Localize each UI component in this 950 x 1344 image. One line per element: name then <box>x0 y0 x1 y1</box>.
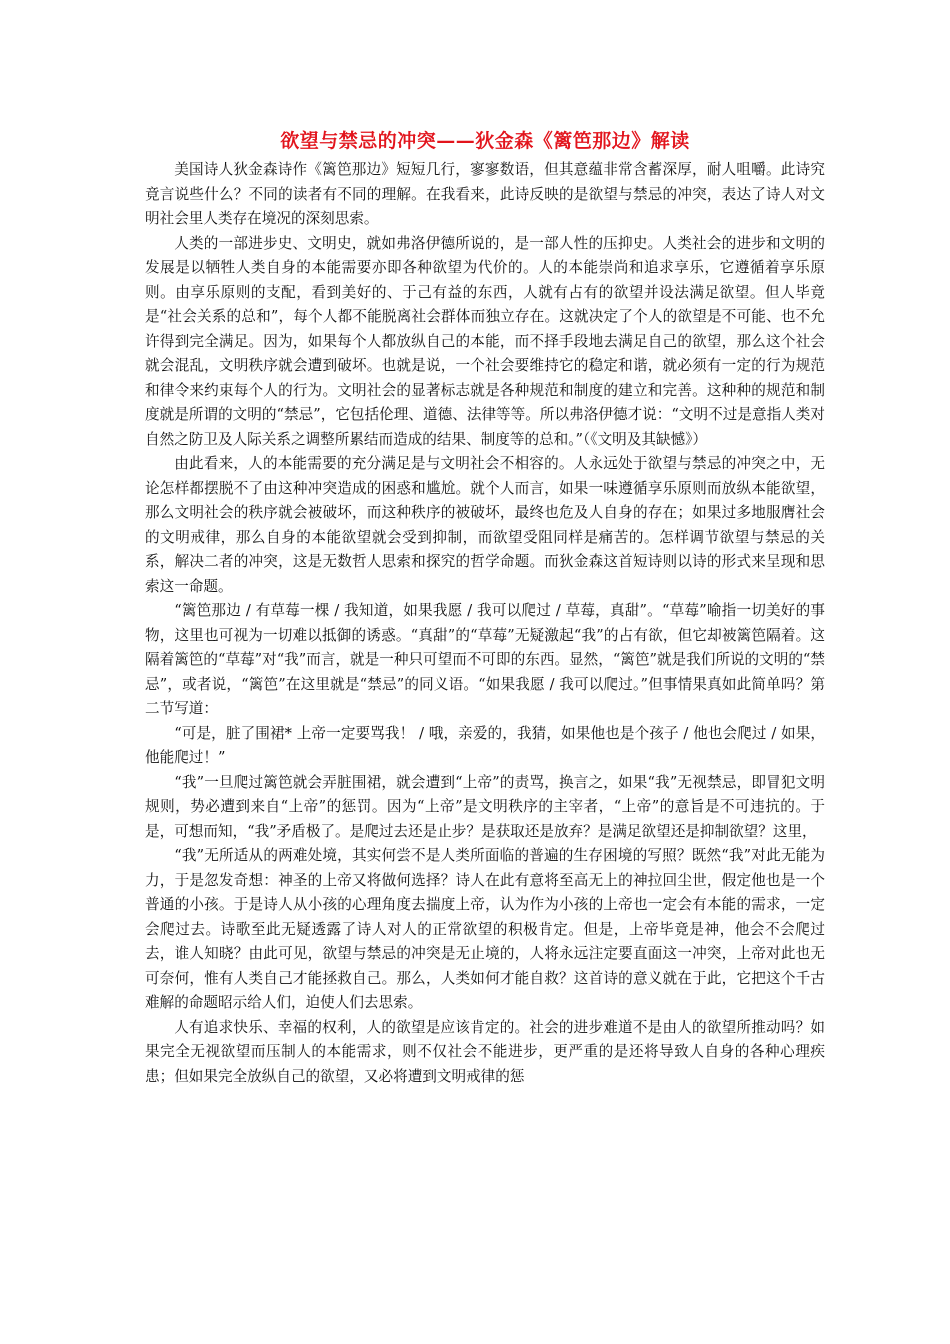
paragraph-quote: “可是，脏了围裙* 上帝一定要骂我！ / 哦，亲爱的，我猜，如果他也是个孩子 / 他也会爬过 / 如果，他能爬过！” <box>145 724 825 766</box>
paragraph-conclusion: 人有追求快乐、幸福的权利，人的欲望是应该肯定的。社会的进步难道不是由人的欲望所推动吗？如果完全无视欲望而压制人的本能需求，则不仅社会不能进步，更严重的是还将导致人自身的各种心理疾患；但如果完全放纵自己的欲望，又必将遭到文明戒律的惩 <box>145 1018 825 1085</box>
paragraph-dilemma: “我”无所适从的两难处境，其实何尝不是人类所面临的普遍的生存困境的写照？既然“我”对此无能为力，于是忽发奇想：神圣的上帝又将做何选择？诗人在此有意将至高无上的神拉回尘世，假定他也是一个普通的小孩。于是诗人从小孩的心理角度去揣度上帝，认为作为小孩的上帝也一定会有本能的需求，一定会爬过去。诗歌至此无疑透露了诗人对人的正常欲望的积极肯定。但是，上帝毕竟是神，他会不会爬过去，谁人知晓？由此可见，欲望与禁忌的冲突是无止境的，人将永远注定要直面这一冲突，上帝对此也无可奈何，惟有人类自己才能拯救自己。那么，人类如何才能自救？这首诗的意义就在于此，它把这个千古难解的命题昭示给人们，迫使人们去思索。 <box>145 847 825 1011</box>
document-title: 欲望与禁忌的冲突——狄金森《篱笆那边》解读 <box>280 130 690 152</box>
paragraph-god: “我”一旦爬过篱笆就会弄脏围裙，就会遭到“上帝”的责骂，换言之，如果“我”无视禁忌，即冒犯文明规则，势必遭到来自“上帝”的惩罚。因为“上帝”是文明秩序的主宰者，“上帝”的意旨是不可违抗的。于是，可想而知，“我”矛盾极了。是爬过去还是止步？是获取还是放弃？是满足欲望还是抑制欲望？这里， <box>145 773 825 840</box>
paragraph-civilization: 人类的一部进步史、文明史，就如弗洛伊德所说的，是一部人性的压抑史。人类社会的进步和文明的发展是以牺牲人类自身的本能需要亦即各种欲望为代价的。人的本能崇尚和追求享乐，它遵循着享乐原则。由享乐原则的支配，看到美好的、于己有益的东西，人就有占有的欲望并设法满足欲望。但人毕竟是“社会关系的总和”，每个人都不能脱离社会群体而独立存在。这就决定了个人的欲望是不可能、也不允许得到完全满足。因为，如果每个人都放纵自己的本能，而不择手段地去满足自己的欲望，那么这个社会就会混乱，文明秩序就会遭到破坏。也就是说，一个社会要维持它的稳定和谐，就必须有一定的行为规范和律令来约束每个人的行为。文明社会的显著标志就是各种规范和制度的建立和完善。这种种的规范和制度就是所谓的文明的“禁忌”，它包括伦理、道德、法律等等。所以弗洛伊德才说：“文明不过是意指人类对自然之防卫及人际关系之调整所累结而造成的结果、制度等的总和。”（《文明及其缺憾》） <box>145 234 825 448</box>
paragraph-strawberry: “篱笆那边 / 有草莓一棵 / 我知道，如果我愿 / 我可以爬过 / 草莓，真甜”。“草莓”喻指一切美好的事物，这里也可视为一切难以抵御的诱惑。“真甜”的“草莓”无疑激起“我”的占有欲，但它却被篱笆隔着。这隔着篱笆的“草莓”对“我”而言，就是一种只可望而不可即的东西。显然，“篱笆”就是我们所说的文明的“禁忌”，或者说，“篱笆”在这里就是“禁忌”的同义语。“如果我愿 / 我可以爬过。”但事情果真如此简单吗？第二节写道： <box>145 602 825 717</box>
paragraph-intro: 美国诗人狄金森诗作《篱笆那边》短短几行，寥寥数语，但其意蕴非常含蓄深厚，耐人咀嚼。此诗究竟言说些什么？不同的读者有不同的理解。在我看来，此诗反映的是欲望与禁忌的冲突，表达了诗人对文明社会里人类存在境况的深刻思索。 <box>145 161 825 227</box>
paragraph-conflict: 由此看来，人的本能需要的充分满足是与文明社会不相容的。人永远处于欲望与禁忌的冲突之中，无论怎样都摆脱不了由这种冲突造成的困惑和尴尬。就个人而言，如果一味遵循享乐原则而放纵本能欲望，那么文明社会的秩序就会被破坏，而这种秩序的被破坏，最终也危及人自身的存在；如果过多地服膺社会的文明戒律，那么自身的本能欲望就会受到抑制，而欲望受阻同样是痛苦的。怎样调节欲望与禁忌的关系，解决二者的冲突，这是无数哲人思索和探究的哲学命题。而狄金森这首短诗则以诗的形式来呈现和思索这一命题。 <box>145 455 825 595</box>
document-page <box>145 128 825 1089</box>
